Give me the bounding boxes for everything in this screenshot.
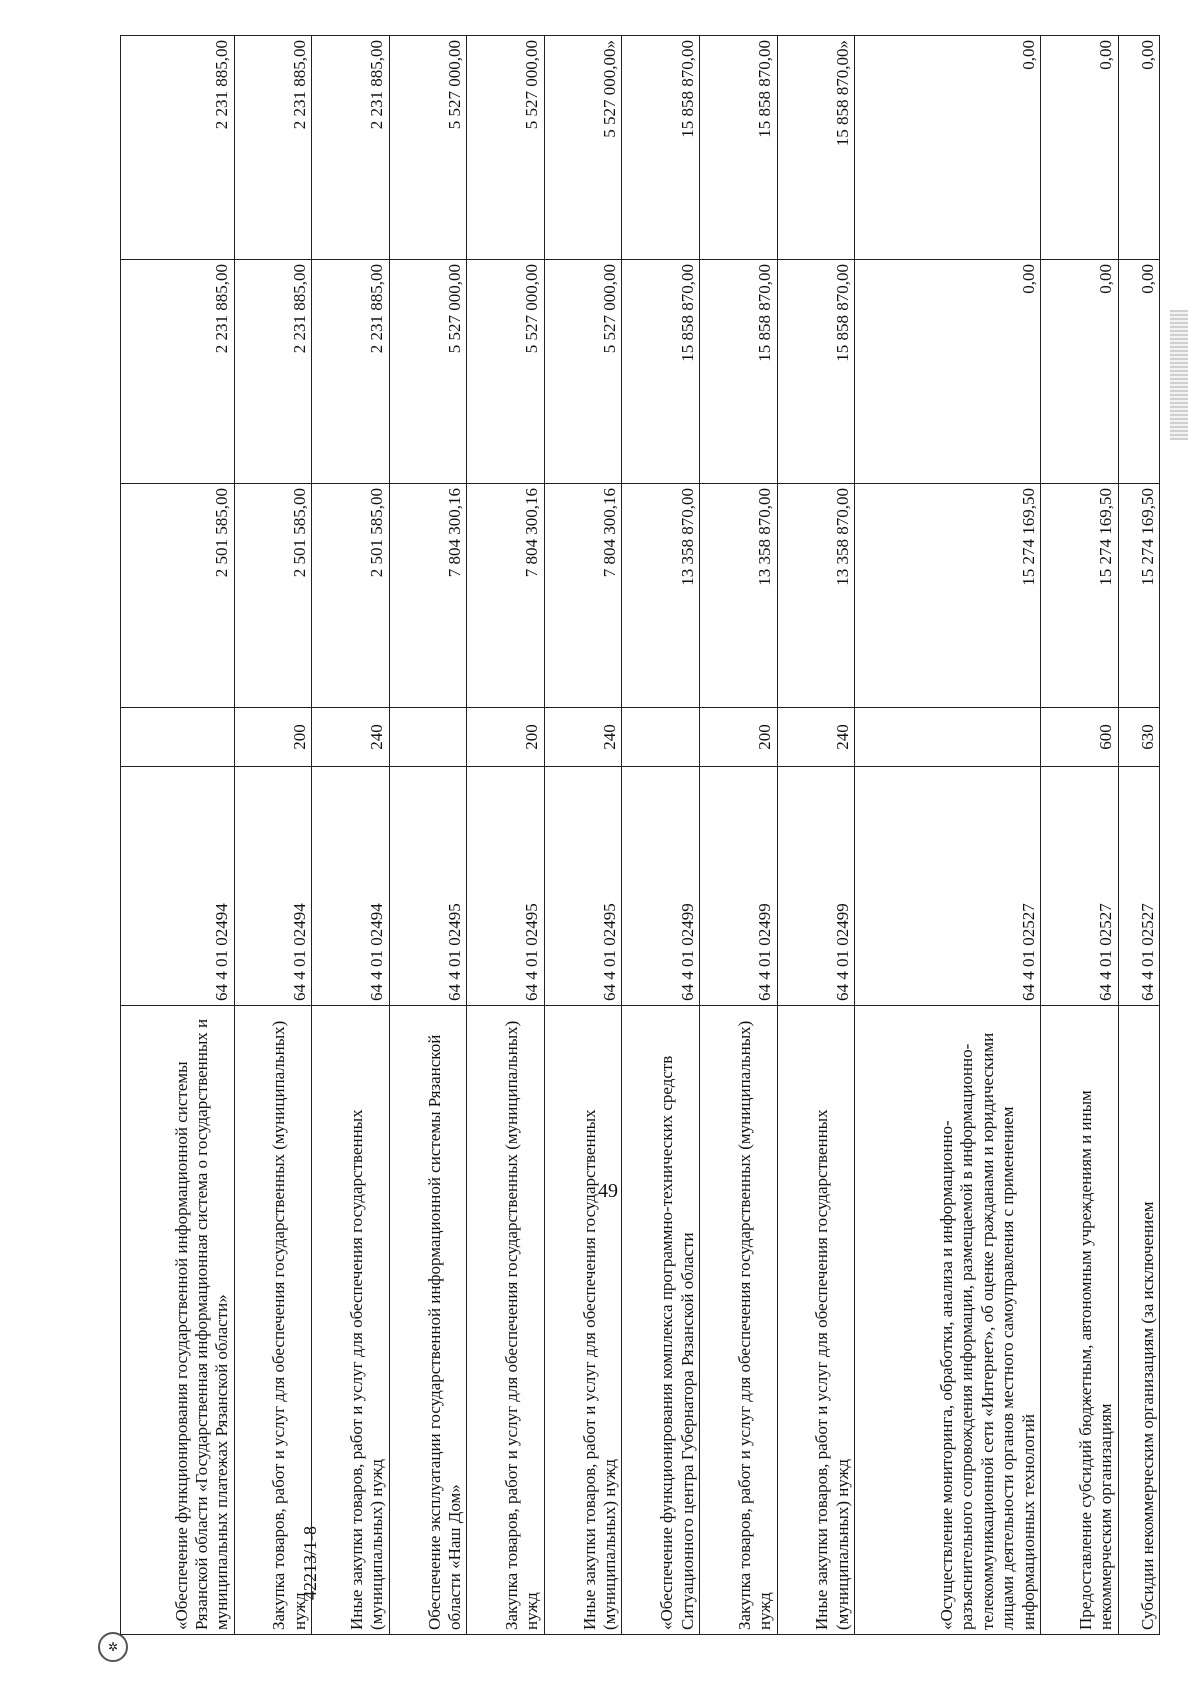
row-value-year3: 2 231 885,00 [121,36,235,260]
row-expense-type: 200 [467,708,545,767]
row-value-year3: 0,00 [855,36,1041,260]
budget-table-wrapper [120,40,1160,1635]
row-value-year2: 2 231 885,00 [312,260,390,484]
row-value-year2: 5 527 000,00 [544,260,622,484]
row-value-year3: 2 231 885,00 [234,36,312,260]
row-value-year1: 7 804 300,16 [389,484,467,708]
row-expense-type: 630 [1118,708,1160,767]
row-expense-type: 200 [234,708,312,767]
row-description: Предоставление субсидий бюджетным, автономным учреждениям и иным некоммерческим организациям [1040,1006,1118,1635]
table-row [777,36,855,1635]
row-code: 64 4 01 02499 [699,767,777,1006]
row-value-year3: 5 527 000,00 [467,36,545,260]
row-code: 64 4 01 02499 [777,767,855,1006]
row-value-year1: 7 804 300,16 [544,484,622,708]
row-description: Закупка товаров, работ и услуг для обеспечения государственных (муниципальных) нужд [699,1006,777,1635]
row-value-year3: 15 858 870,00 [622,36,700,260]
row-value-year1: 13 358 870,00 [699,484,777,708]
table-row [544,36,622,1635]
table-row [234,36,312,1635]
row-code: 64 4 01 02494 [234,767,312,1006]
table-row [1040,36,1118,1635]
row-value-year2: 15 858 870,00 [777,260,855,484]
table-row [121,36,235,1635]
scan-mark [1170,310,1188,440]
row-code: 64 4 01 02495 [467,767,545,1006]
row-value-year3: 0,00 [1040,36,1118,260]
row-value-year3: 0,00 [1118,36,1160,260]
document-code: 42213/1-8 [300,1526,320,1600]
table-row [622,36,700,1635]
row-code: 64 4 01 02495 [544,767,622,1006]
page-number: 49 [598,1180,618,1202]
row-description: Иные закупки товаров, работ и услуг для обеспечения государственных (муниципальных) нужд [312,1006,390,1635]
table-row [389,36,467,1635]
row-description: «Обеспечение функционирования комплекса программно-технических средств Ситуационного центра Губернатора Рязанской области [622,1006,700,1635]
row-description: «Осуществление мониторинга, обработки, анализа и информационно-разъяснительного сопровождения информации, размещаемой в информационно-телекоммуникационной сети «Интернет», об оценке гражданами и юридическими лицами деятельности органов местного самоуправления с применением информационных технологий [855,1006,1041,1635]
table-row [1118,36,1160,1635]
row-expense-type: 600 [1040,708,1118,767]
row-value-year1: 7 804 300,16 [467,484,545,708]
row-value-year2: 5 527 000,00 [467,260,545,484]
table-row [855,36,1041,1635]
row-value-year1: 15 274 169,50 [1040,484,1118,708]
row-expense-type [622,708,700,767]
budget-table [120,35,1160,1635]
row-expense-type [855,708,1041,767]
row-code: 64 4 01 02527 [855,767,1041,1006]
row-value-year2: 2 231 885,00 [234,260,312,484]
stamp-logo-icon: ✲ [98,1632,128,1662]
row-description: «Обеспечение функционирования государственной информационной системы Рязанской области «Государственная информационная система о государственных и муниципальных платежах Рязанской области» [121,1006,235,1635]
row-value-year2: 0,00 [1118,260,1160,484]
row-value-year2: 15 858 870,00 [622,260,700,484]
row-value-year2: 5 527 000,00 [389,260,467,484]
row-value-year3: 15 858 870,00» [777,36,855,260]
row-code: 64 4 01 02527 [1040,767,1118,1006]
row-expense-type [389,708,467,767]
row-value-year1: 15 274 169,50 [1118,484,1160,708]
row-description: Закупка товаров, работ и услуг для обеспечения государственных (муниципальных) нужд [234,1006,312,1635]
row-value-year1: 13 358 870,00 [777,484,855,708]
row-expense-type: 240 [312,708,390,767]
row-expense-type: 200 [699,708,777,767]
table-row [312,36,390,1635]
row-value-year1: 2 501 585,00 [312,484,390,708]
row-description: Иные закупки товаров, работ и услуг для обеспечения государственных (муниципальных) нужд [544,1006,622,1635]
row-description: Иные закупки товаров, работ и услуг для обеспечения государственных (муниципальных) нужд [777,1006,855,1635]
row-value-year2: 15 858 870,00 [699,260,777,484]
row-expense-type [121,708,235,767]
row-description: Субсидии некоммерческим организациям (за исключением [1118,1006,1160,1635]
row-description: Закупка товаров, работ и услуг для обеспечения государственных (муниципальных) нужд [467,1006,545,1635]
row-value-year3: 15 858 870,00 [699,36,777,260]
row-value-year3: 5 527 000,00» [544,36,622,260]
row-value-year1: 15 274 169,50 [855,484,1041,708]
row-code: 64 4 01 02499 [622,767,700,1006]
table-row [699,36,777,1635]
row-expense-type: 240 [544,708,622,767]
row-value-year1: 13 358 870,00 [622,484,700,708]
row-value-year2: 2 231 885,00 [121,260,235,484]
row-description: Обеспечение эксплуатации государственной информационной системы Рязанской области «Наш Дом» [389,1006,467,1635]
row-value-year1: 2 501 585,00 [121,484,235,708]
row-value-year1: 2 501 585,00 [234,484,312,708]
row-code: 64 4 01 02494 [121,767,235,1006]
row-value-year2: 0,00 [855,260,1041,484]
row-expense-type: 240 [777,708,855,767]
row-value-year3: 2 231 885,00 [312,36,390,260]
row-value-year3: 5 527 000,00 [389,36,467,260]
row-code: 64 4 01 02495 [389,767,467,1006]
row-value-year2: 0,00 [1040,260,1118,484]
table-row [467,36,545,1635]
row-code: 64 4 01 02527 [1118,767,1160,1006]
row-code: 64 4 01 02494 [312,767,390,1006]
